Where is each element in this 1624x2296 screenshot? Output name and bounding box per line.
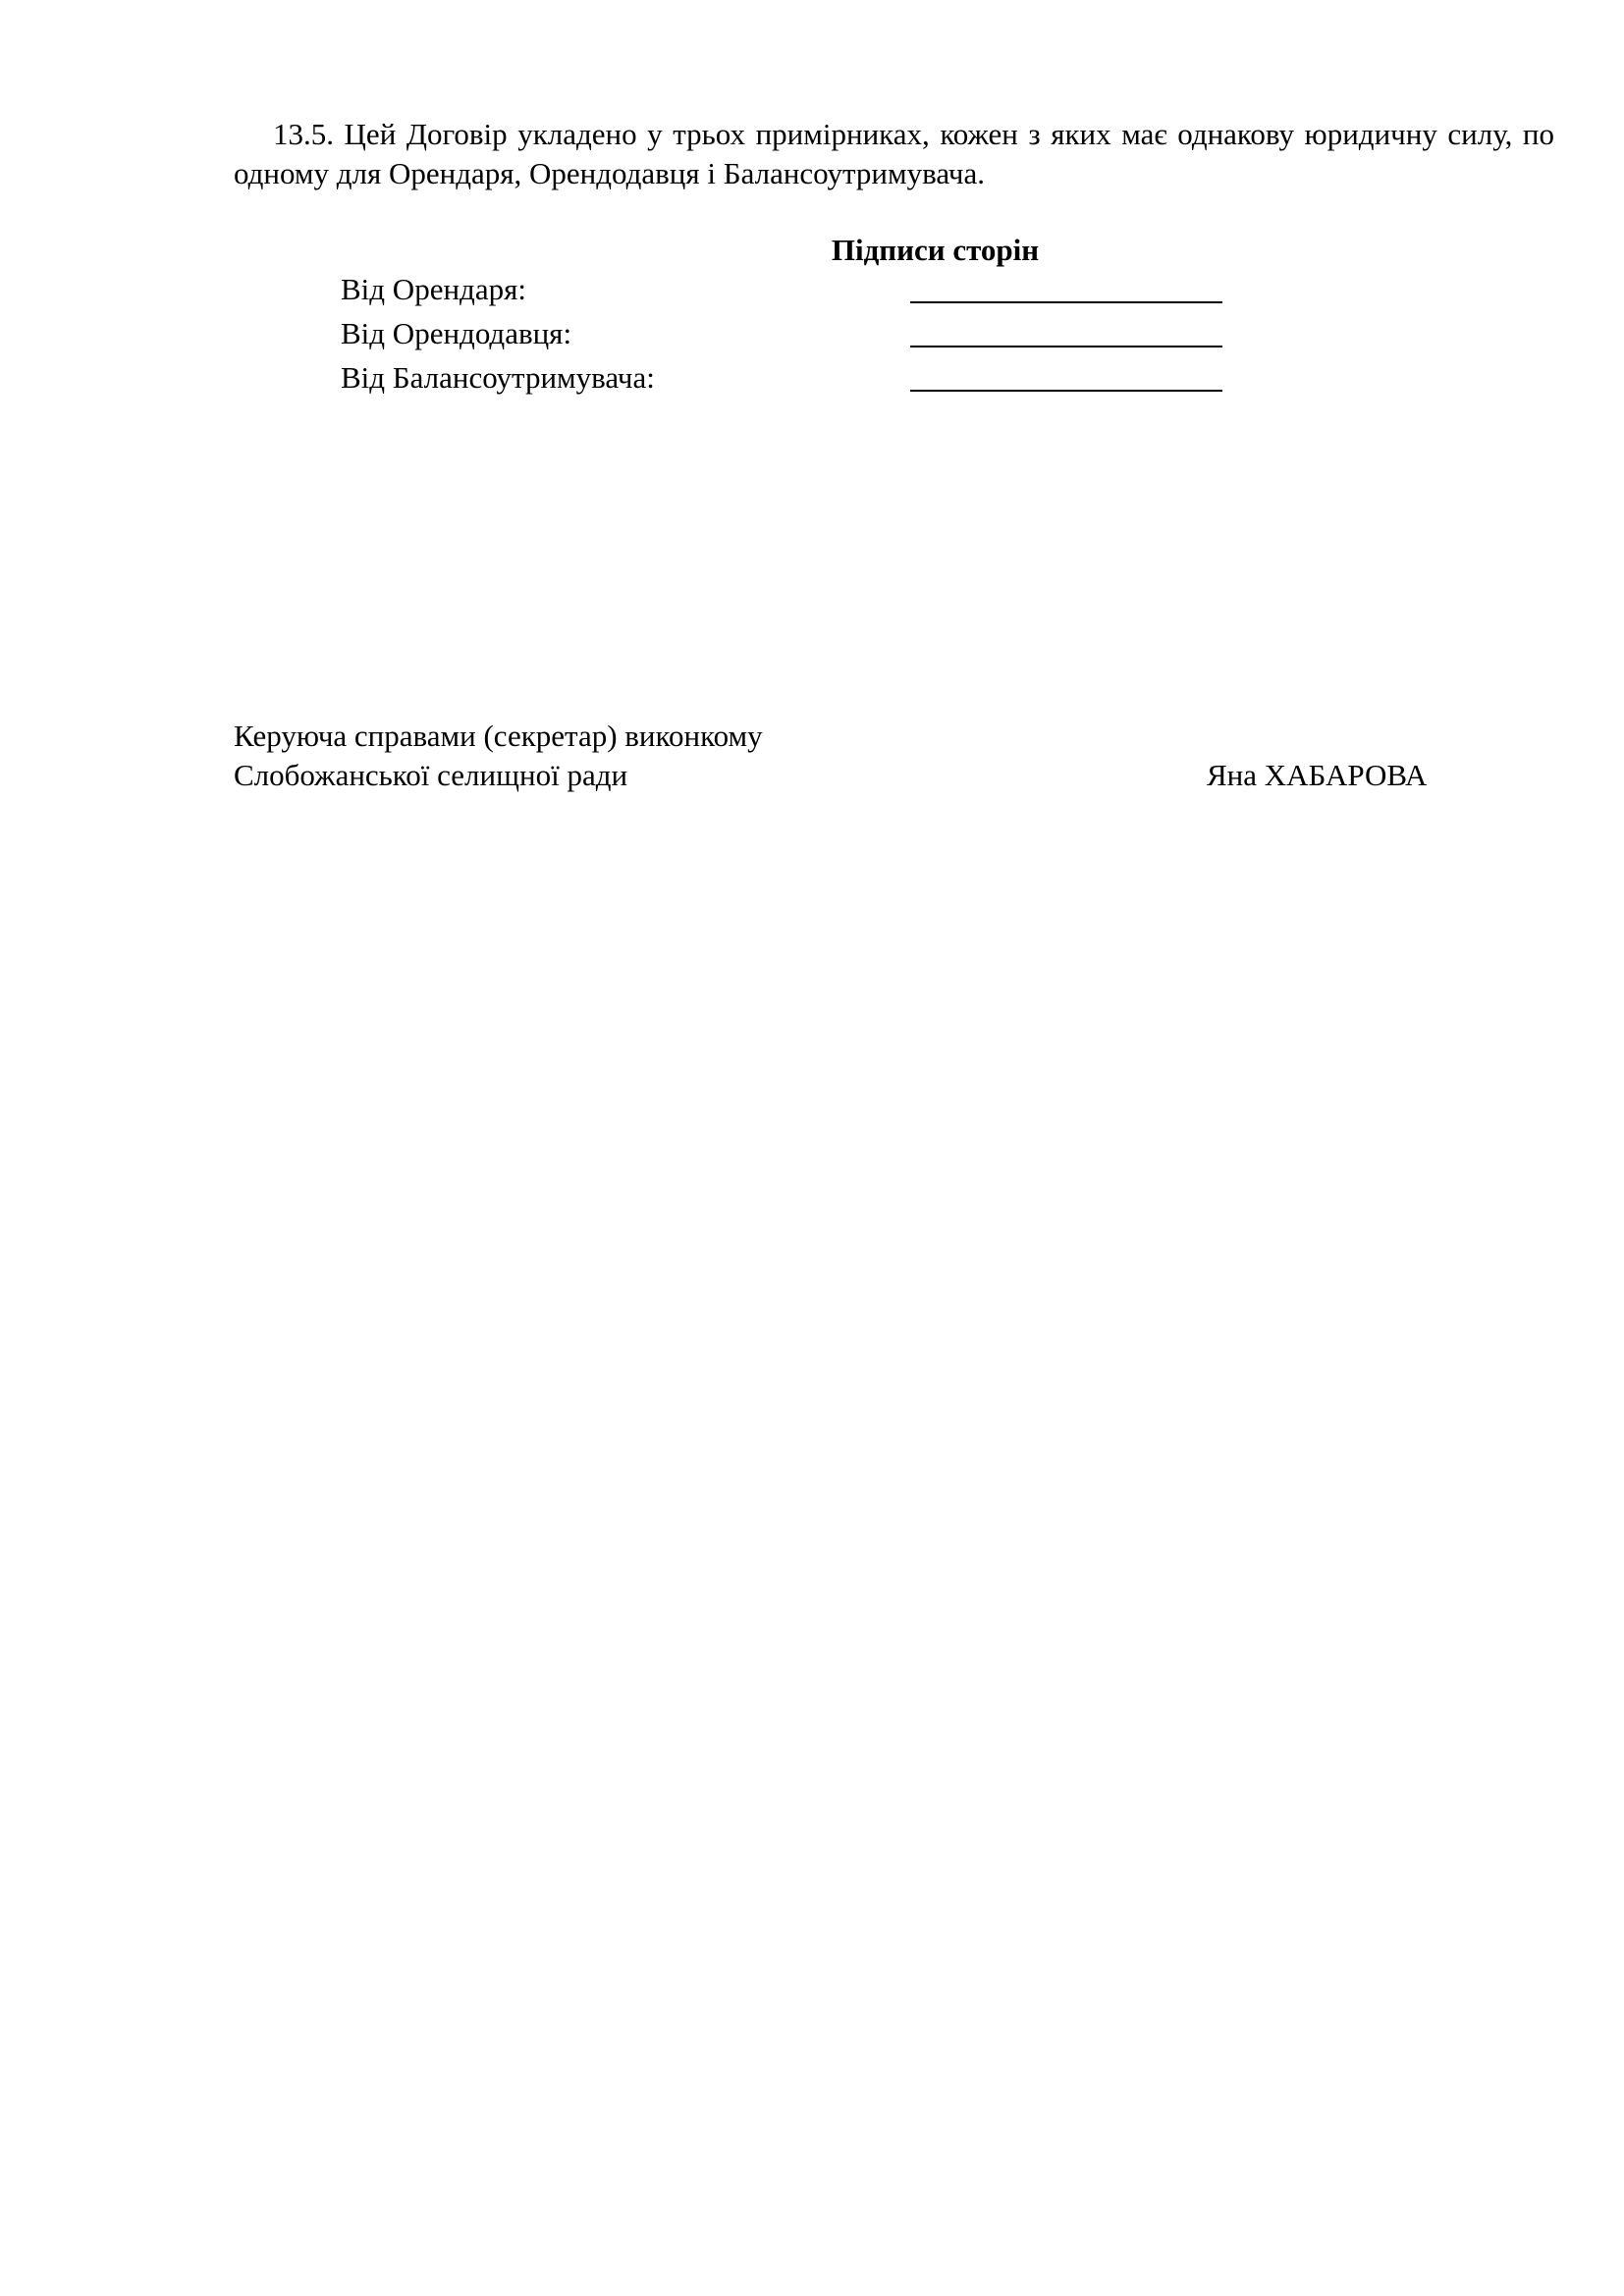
- signature-line-balance-holder: [910, 390, 1222, 392]
- signatory-position-line1: Керуюча справами (секретар) виконкому: [234, 719, 763, 753]
- signature-label-tenant: Від Орендаря:: [341, 272, 526, 306]
- signatory-name: Яна ХАБАРОВА: [1207, 758, 1428, 792]
- signature-line-tenant: [910, 301, 1222, 303]
- signatures-heading: Підписи сторін: [831, 233, 1040, 267]
- signature-line-landlord: [910, 346, 1222, 347]
- signature-label-landlord: Від Орендодавця:: [341, 316, 572, 350]
- signatory-position-line2: Слобожанської селищної ради: [234, 758, 628, 792]
- signature-label-balance-holder: Від Балансоутримувача:: [341, 360, 655, 395]
- clause-13-5: 13.5. Цей Договір укладено у трьох примірниках, кожен з яких має однакову юридичну силу, по одному для Орендаря, Орендодавця і Балансоутримувача.: [234, 117, 1554, 190]
